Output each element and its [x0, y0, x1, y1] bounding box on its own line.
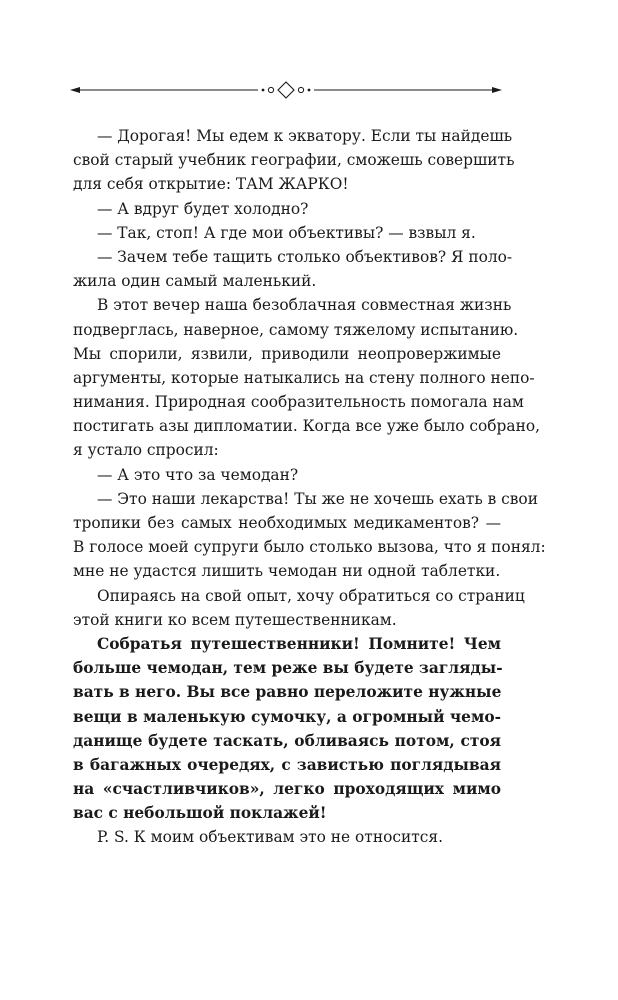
text-line: тропики без самых необходимых медикаментов? —: [73, 514, 501, 532]
paragraph-dialogue-lenses: [73, 221, 501, 245]
paragraph-advice-bold: [73, 632, 501, 826]
text-line: — Зачем тебе тащить столько объективов? Я поло-: [97, 247, 513, 266]
text-line: больше чемодан, тем реже вы будете загляды-: [73, 659, 503, 678]
text-line: в багажных очередях, с завистью поглядывая: [73, 755, 501, 774]
text-line: — Дорогая! Мы едем к экватору. Если ты найдешь: [97, 127, 513, 145]
text-line: вас с небольшой поклажей!: [73, 804, 327, 823]
ornament-circle: [268, 87, 273, 92]
paragraph-dialogue-suitcase: [73, 463, 501, 487]
text-line: Собратья путешественники! Помните! Чем: [97, 634, 501, 653]
text-line: постигать азы дипломатии. Когда все уже было собрано,: [73, 417, 540, 436]
paragraph-dialogue-cold: [73, 197, 501, 221]
ornament-dot: [308, 89, 311, 92]
text-line: — Это наши лекарства! Ты же не хочешь ехать в свои: [97, 489, 538, 508]
text-line: нимания. Природная сообразительность помогала нам: [73, 393, 524, 412]
text-line: — Так, стоп! А где мои объективы? — взвыл я.: [97, 223, 476, 242]
text-line: для себя открытие: ТАМ ЖАРКО!: [73, 175, 349, 194]
text-line: мне не удастся лишить чемодан ни одной таблетки.: [73, 562, 501, 581]
text-line: на «счастливчиков», легко проходящих мимо: [73, 780, 501, 799]
text-line: жила один самый маленький.: [73, 272, 317, 291]
text-line: я устало спросил:: [73, 441, 219, 460]
ornament-circle: [298, 87, 303, 92]
paragraph-dialogue-equator: [73, 124, 515, 197]
ornament-left-arrow: [70, 87, 258, 93]
ornament-diamond: [278, 82, 294, 98]
text-line: этой книги ко всем путешественникам.: [73, 610, 397, 629]
paragraph-dialogue-medicine: [73, 487, 546, 584]
text-line: вещи в маленькую сумочку, а огромный чемо-: [73, 707, 501, 726]
text-line: В этот вечер наша безоблачная совместная жизнь: [97, 296, 512, 315]
text-line: подверглась, наверное, самому тяжелому испытанию.: [73, 320, 519, 339]
text-line: вать в него. Вы все равно переложите нужные: [73, 683, 502, 702]
paragraph-evening: [73, 293, 540, 462]
text-line: — А это что за чемодан?: [97, 465, 299, 484]
paragraph-address: [73, 584, 525, 632]
text-line: Опираясь на свой опыт, хочу обратиться со страниц: [97, 586, 525, 605]
text-line: P. S. К моим объективам это не относится.: [97, 828, 443, 847]
ornament-dot: [262, 89, 265, 92]
text-line: Мы спорили, язвили, приводили неопровержимые: [73, 344, 501, 363]
text-line: аргументы, которые натыкались на стену полного непо-: [73, 368, 535, 387]
text-line: — А вдруг будет холодно?: [97, 199, 309, 218]
paragraph-postscript: [73, 825, 501, 849]
body-text: [73, 124, 546, 850]
text-line: данище будете таскать, обливаясь потом, стоя: [73, 731, 501, 750]
text-line: В голосе моей супруги было столько вызова, что я понял:: [73, 538, 546, 557]
ornament-right-arrow: [314, 87, 502, 93]
header-ornament: [70, 78, 502, 102]
paragraph-dialogue-why-lenses: [73, 245, 513, 293]
text-line: свой старый учебник географии, сможешь совершить: [73, 151, 515, 170]
